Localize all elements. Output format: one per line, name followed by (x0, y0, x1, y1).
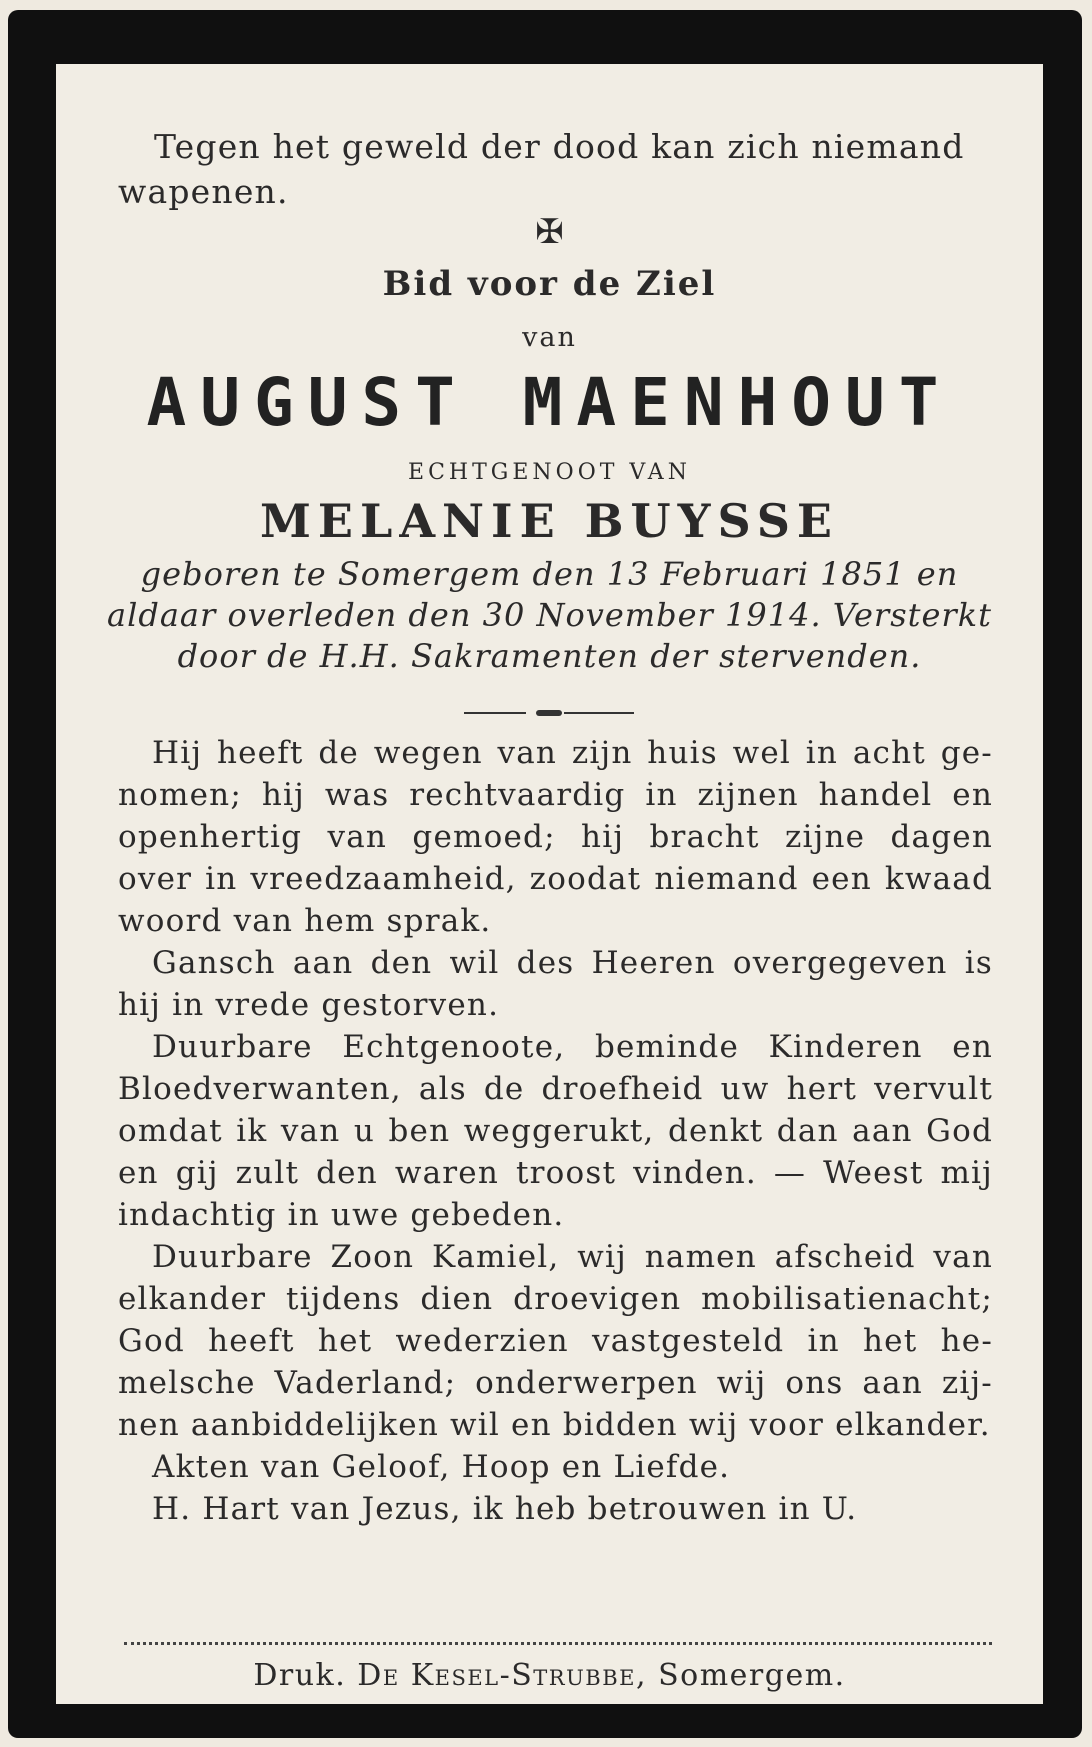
motto-line-1: Tegen het geweld der dood kan zich niemand (154, 127, 965, 166)
spouse-name: MELANIE BUYSSE (260, 494, 839, 548)
printer-suffix: , Somergem. (636, 1658, 846, 1693)
dotted-rule (124, 1642, 992, 1645)
paragraph-virtues (118, 732, 993, 942)
card-paper (56, 64, 1043, 1704)
text-line: Duurbare Echtgenoote, beminde Kinderen en (152, 1029, 993, 1065)
prayer-heading: Bid voor de Ziel (382, 264, 717, 304)
dates-line-2: aldaar overleden den 30 November 1914. Versterkt (107, 596, 992, 634)
text-line: melsche Vaderland; onderwerpen wij ons aan zij- (118, 1365, 993, 1401)
text-line: Gansch aan den wil des Heeren overgegeven is (152, 945, 993, 981)
text-line: hij in vrede gestorven. (118, 987, 500, 1023)
text-line: openhertig van gemoed; hij bracht zijne dagen (118, 819, 993, 855)
text-line: Hij heeft de wegen van zijn huis wel in acht ge- (152, 735, 993, 771)
memorial-card (8, 10, 1082, 1738)
text-line: indachtig in uwe gebeden. (118, 1197, 565, 1233)
memorial-text (118, 732, 993, 1530)
paragraph-death (118, 942, 993, 1026)
text-line: over in vreedzaamheid, zoodat niemand een kwaad (118, 861, 993, 897)
text-line: God heeft het wederzien vastgesteld in het he- (118, 1323, 993, 1359)
deceased-name: AUGUST MAENHOUT (146, 364, 953, 441)
dates-line-1: geboren te Somergem den 13 Februari 1851 en (140, 555, 959, 593)
motto (118, 124, 993, 214)
ornament-right-rule (572, 712, 634, 714)
text-line: woord van hem sprak. (118, 903, 492, 939)
text-line: nen aanbiddelijken wil en bidden wij voor elkander. (118, 1407, 991, 1443)
printer-name: De Kesel-Strubbe (357, 1658, 637, 1693)
closing-prayer-1: Akten van Geloof, Hoop en Liefde. (152, 1449, 731, 1485)
motto-line-2: wapenen. (118, 172, 289, 211)
text-line: Bloedverwanten, als de droefheid uw hert vervult (118, 1071, 993, 1107)
divider-ornament (464, 710, 634, 716)
ornament-left-rule (464, 712, 526, 714)
birth-death-dates (106, 554, 993, 677)
text-line: en gij zult den waren troost vinden. — Weest mij (118, 1155, 993, 1191)
van-label: van (522, 322, 577, 353)
paragraph-son (118, 1236, 993, 1446)
closing-prayer-2: H. Hart van Jezus, ik heb betrouwen in U. (152, 1491, 858, 1527)
ornament-center (536, 710, 562, 716)
dates-line-3: door de H.H. Sakramenten der stervenden. (177, 637, 922, 675)
printer-imprint (56, 1658, 1043, 1693)
paragraph-family (118, 1026, 993, 1236)
printer-prefix: Druk. (253, 1658, 358, 1693)
spouse-label: ECHTGENOOT VAN (408, 460, 691, 485)
text-line: elkander tijdens dien droevigen mobilisatienacht; (118, 1281, 993, 1317)
text-line: omdat ik van u ben weggerukt, denkt dan aan God (118, 1113, 993, 1149)
text-line: Duurbare Zoon Kamiel, wij namen afscheid van (152, 1239, 993, 1275)
cross-icon: ✠ (535, 212, 564, 252)
text-line: nomen; hij was rechtvaardig in zijnen handel en (118, 777, 993, 813)
